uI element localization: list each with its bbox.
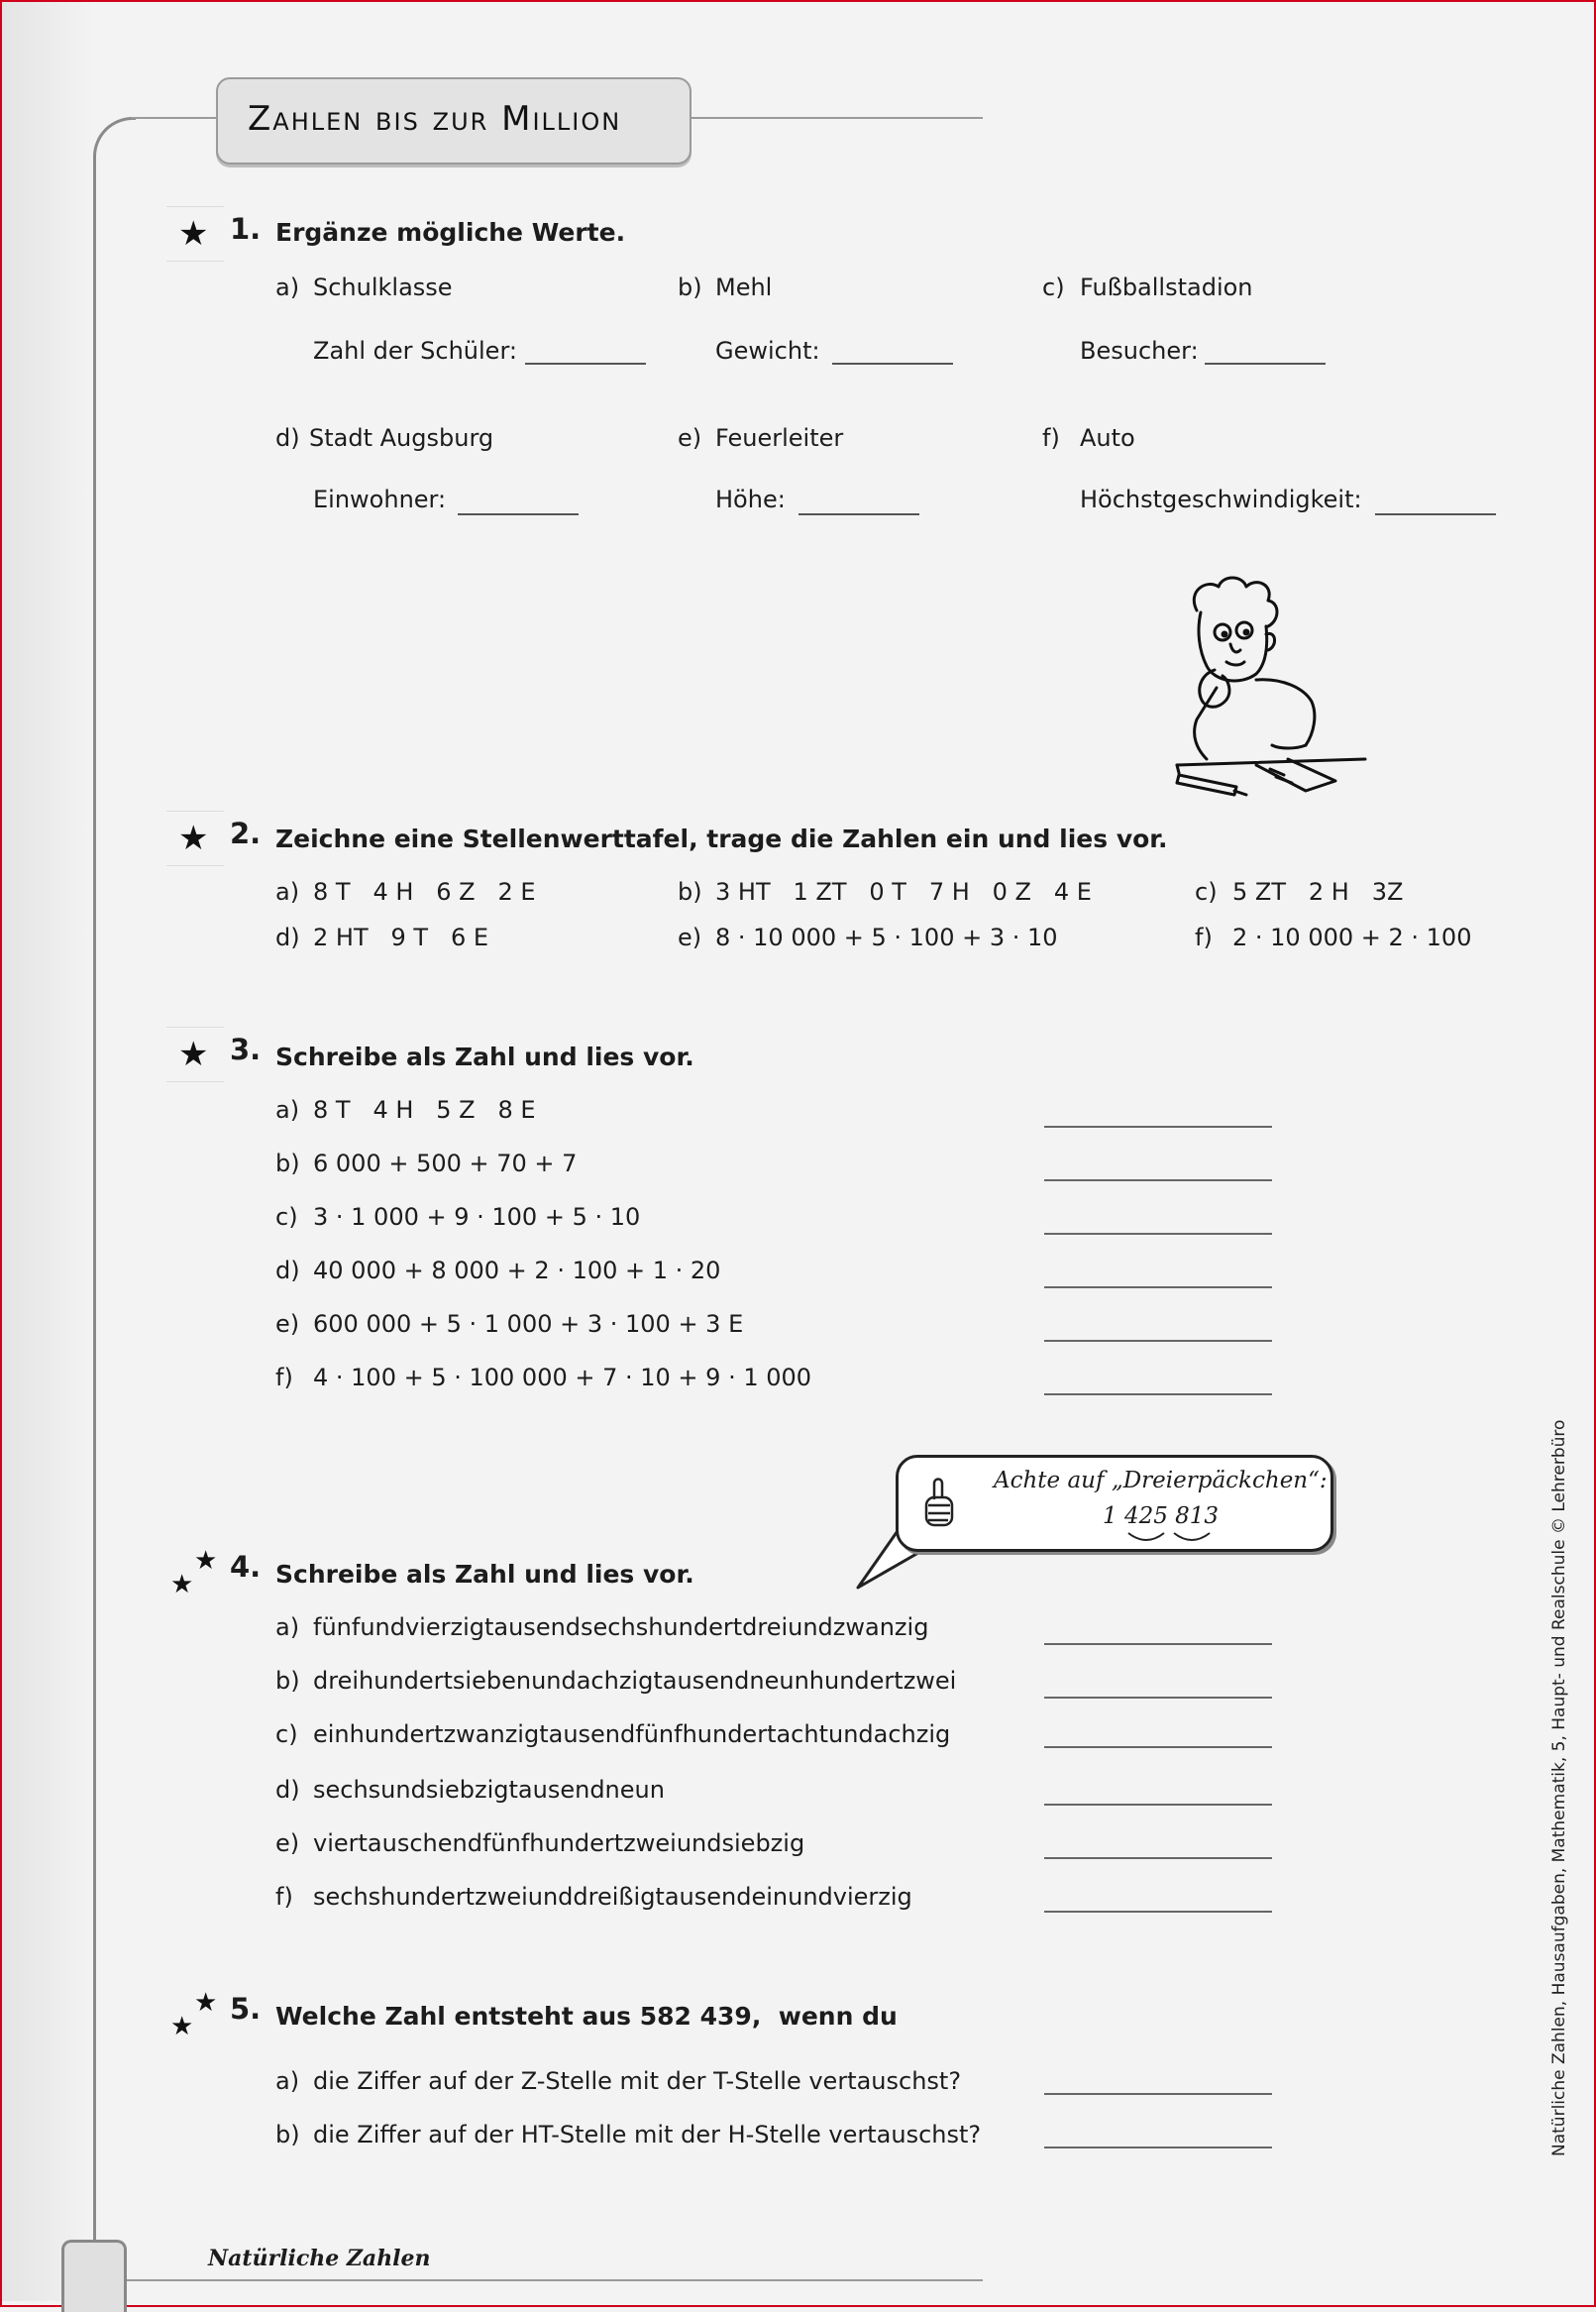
q1-label-e: Feuerleiter (715, 424, 844, 452)
star-icon: ★ (170, 2012, 194, 2041)
q1-label-b: Mehl (715, 274, 773, 301)
q3-item-f: 4 · 100 + 5 · 100 000 + 7 · 10 + 9 · 1 000 (313, 1364, 812, 1391)
q5-answer-b[interactable] (1044, 2147, 1272, 2148)
q3-item-c: 3 · 1 000 + 9 · 100 + 5 · 10 (313, 1203, 641, 1231)
q4-answer-a[interactable] (1044, 1643, 1272, 1645)
star-icon: ★ (178, 214, 209, 254)
q3-answer-f[interactable] (1044, 1393, 1272, 1395)
q4-letter-e: e) (275, 1829, 300, 1857)
q5-item-a: die Ziffer auf der Z-Stelle mit der T-Stelle vertauschst? (313, 2067, 962, 2095)
q4-item-c: einhundertzwanzigtausendfünfhundertachtundachzig (313, 1720, 951, 1748)
q1-blank-b[interactable] (832, 363, 953, 365)
q2-letter-b: b) (678, 878, 702, 906)
q2-letter-c: c) (1195, 878, 1218, 906)
q4-item-a: fünfundvierzigtausendsechshundertdreiundzwanzig (313, 1613, 929, 1641)
question-prompt-4: Schreibe als Zahl und lies vor. (275, 1560, 694, 1589)
q1-field-f: Höchstgeschwindigkeit: (1080, 486, 1362, 513)
q4-item-f: sechshundertzweiunddreißigtausendeinundvierzig (313, 1883, 912, 1911)
question-prompt-5: Welche Zahl entsteht aus 582 439, wenn du (275, 2002, 898, 2031)
q1-field-e: Höhe: (715, 486, 786, 513)
q2-item-d: 2 HT 9 T 6 E (313, 924, 488, 951)
question-number-4: 4. (230, 1550, 262, 1584)
title-box (216, 77, 692, 165)
q1-label-a: Schulklasse (313, 274, 453, 301)
hint-bubble (896, 1455, 1333, 1552)
q5-letter-b: b) (275, 2121, 300, 2148)
side-copyright: Natürliche Zahlen, Hausaufgaben, Mathematik, 5, Haupt- und Realschule © Lehrerbüro (1549, 1419, 1569, 2156)
q1-letter-b: b) (678, 274, 702, 301)
q2-item-e: 8 · 10 000 + 5 · 100 + 3 · 10 (715, 924, 1058, 951)
thinking-boy-illustration (1157, 571, 1385, 809)
q1-letter-a: a) (275, 274, 300, 301)
q5-item-b: die Ziffer auf der HT-Stelle mit der H-Stelle vertauschst? (313, 2121, 982, 2148)
star-icon: ★ (194, 1988, 218, 2018)
margin-line (93, 159, 96, 2250)
q1-field-c: Besucher: (1080, 337, 1199, 365)
q3-letter-b: b) (275, 1150, 300, 1177)
q3-letter-a: a) (275, 1096, 300, 1124)
q2-item-c: 5 ZT 2 H 3Z (1232, 878, 1404, 906)
q1-letter-e: e) (678, 424, 702, 452)
q2-letter-a: a) (275, 878, 300, 906)
q3-item-b: 6 000 + 500 + 70 + 7 (313, 1150, 578, 1177)
q2-item-f: 2 · 10 000 + 2 · 100 (1232, 924, 1472, 951)
q2-letter-f: f) (1195, 924, 1213, 951)
q4-answer-f[interactable] (1044, 1911, 1272, 1913)
star-icon: ★ (178, 1035, 209, 1074)
q4-letter-f: f) (275, 1883, 293, 1911)
q4-answer-b[interactable] (1044, 1697, 1272, 1699)
footer-rule (119, 2279, 983, 2281)
q1-blank-f[interactable] (1375, 513, 1496, 515)
q3-answer-c[interactable] (1044, 1233, 1272, 1235)
q2-letter-e: e) (678, 924, 702, 951)
q5-letter-a: a) (275, 2067, 300, 2095)
q1-blank-a[interactable] (525, 363, 646, 365)
q1-letter-c: c) (1042, 274, 1065, 301)
q3-letter-f: f) (275, 1364, 293, 1391)
q5-answer-a[interactable] (1044, 2093, 1272, 2095)
q1-field-d: Einwohner: (313, 486, 447, 513)
digit-group-arcs (1122, 1531, 1231, 1547)
q3-letter-e: e) (275, 1310, 300, 1338)
q2-item-a: 8 T 4 H 6 Z 2 E (313, 878, 536, 906)
q3-item-a: 8 T 4 H 5 Z 8 E (313, 1096, 536, 1124)
footer-tab (61, 2240, 127, 2312)
q1-label-d: Stadt Augsburg (309, 424, 494, 452)
question-number-3: 3. (230, 1033, 262, 1066)
q3-answer-b[interactable] (1044, 1179, 1272, 1181)
q4-letter-d: d) (275, 1776, 300, 1804)
star-icon: ★ (178, 819, 209, 858)
q4-letter-c: c) (275, 1720, 298, 1748)
q3-answer-d[interactable] (1044, 1286, 1272, 1288)
question-number-2: 2. (230, 817, 262, 850)
q1-label-f: Auto (1080, 424, 1135, 452)
q1-blank-d[interactable] (458, 513, 579, 515)
q1-letter-d: d) (275, 424, 300, 452)
q4-item-b: dreihundertsiebenundachzigtausendneunhundertzwei (313, 1667, 957, 1695)
hint-line-2: 1 425 813 (1103, 1503, 1220, 1529)
question-prompt-3: Schreibe als Zahl und lies vor. (275, 1043, 694, 1071)
q2-item-b: 3 HT 1 ZT 0 T 7 H 0 Z 4 E (715, 878, 1092, 906)
q4-answer-d[interactable] (1044, 1804, 1272, 1806)
q1-blank-e[interactable] (798, 513, 919, 515)
q1-blank-c[interactable] (1205, 363, 1326, 365)
q1-field-b: Gewicht: (715, 337, 820, 365)
q4-answer-c[interactable] (1044, 1746, 1272, 1748)
page-title: Zahlen bis zur Million (248, 99, 622, 139)
q1-field-a: Zahl der Schüler: (313, 337, 517, 365)
q4-item-e: viertauschendfünfhundertzweiundsiebzig (313, 1829, 805, 1857)
q1-letter-f: f) (1042, 424, 1060, 452)
q4-letter-b: b) (275, 1667, 300, 1695)
q3-answer-e[interactable] (1044, 1340, 1272, 1342)
star-icon: ★ (194, 1546, 218, 1576)
star-icon: ★ (170, 1570, 194, 1599)
q2-letter-d: d) (275, 924, 300, 951)
margin-shade (2, 2, 93, 2301)
question-number-1: 1. (230, 212, 262, 246)
q4-letter-a: a) (275, 1613, 300, 1641)
footer-chapter: Natürliche Zahlen (208, 2246, 431, 2271)
thumbs-up-icon (920, 1476, 958, 1529)
q4-answer-e[interactable] (1044, 1857, 1272, 1859)
question-number-5: 5. (230, 1992, 262, 2026)
q3-item-e: 600 000 + 5 · 1 000 + 3 · 100 + 3 E (313, 1310, 744, 1338)
question-prompt-2: Zeichne eine Stellenwerttafel, trage die Zahlen ein und lies vor. (275, 825, 1168, 853)
q3-letter-d: d) (275, 1257, 300, 1284)
q1-label-c: Fußballstadion (1080, 274, 1253, 301)
question-prompt-1: Ergänze mögliche Werte. (275, 218, 626, 247)
hint-line-1: Achte auf „Dreierpäckchen“: (994, 1468, 1328, 1493)
q3-letter-c: c) (275, 1203, 298, 1231)
q3-item-d: 40 000 + 8 000 + 2 · 100 + 1 · 20 (313, 1257, 721, 1284)
q3-answer-a[interactable] (1044, 1126, 1272, 1128)
q4-item-d: sechsundsiebzigtausendneun (313, 1776, 665, 1804)
